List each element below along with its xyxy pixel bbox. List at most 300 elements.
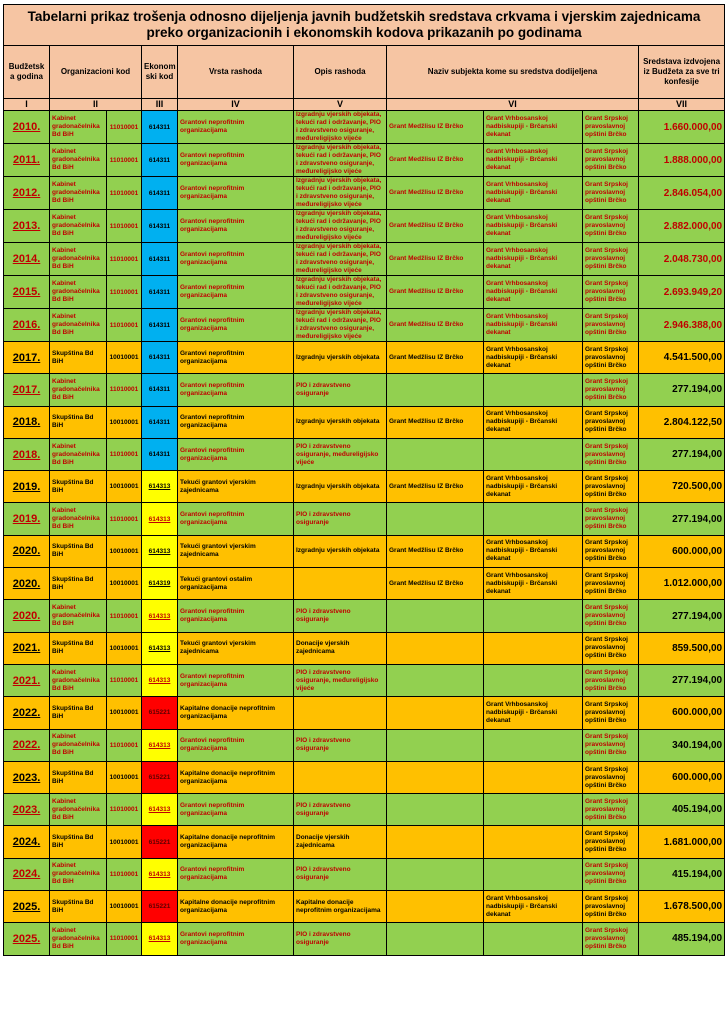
cell-year: 2018. bbox=[4, 438, 50, 470]
table-row bbox=[4, 858, 725, 890]
roman-2: II bbox=[50, 99, 142, 111]
cell-org-name: Kabinet gradonačelnika Bd BiH bbox=[50, 503, 107, 535]
cell-econ-code: 614313 bbox=[142, 471, 178, 503]
cell-year: 2014. bbox=[4, 243, 50, 276]
cell-subject-prav: Grant Srpskoj pravoslavnoj opštini Brčko bbox=[583, 632, 639, 664]
cell-org-name: Kabinet gradonačelnika Bd BiH bbox=[50, 923, 107, 955]
cell-expense-desc bbox=[294, 761, 387, 793]
cell-total: 485.194,00 bbox=[639, 923, 725, 955]
cell-org-name: Kabinet gradonačelnika Bd BiH bbox=[50, 177, 107, 210]
cell-subject-kat: Grant Vrhbosanskoj nadbiskupiji - Brčanski dekanat bbox=[484, 276, 583, 309]
cell-org-name: Skupština Bd BiH bbox=[50, 535, 107, 567]
cell-subject-kat: Grant Vrhbosanskoj nadbiskupiji - Brčanski dekanat bbox=[484, 535, 583, 567]
cell-econ-code: 614311 bbox=[142, 111, 178, 144]
cell-year: 2020. bbox=[4, 600, 50, 632]
cell-total: 2.693.949,20 bbox=[639, 276, 725, 309]
roman-6: VI bbox=[387, 99, 639, 111]
cell-expense-type: Grantovi neprofitnim organizacijama bbox=[178, 600, 294, 632]
table-row bbox=[4, 406, 725, 438]
cell-subject-kat bbox=[484, 664, 583, 696]
cell-total: 1.678.500,00 bbox=[639, 891, 725, 923]
cell-expense-type: Grantovi neprofitnim organizacijama bbox=[178, 438, 294, 470]
cell-org-code: 11010001 bbox=[107, 664, 142, 696]
cell-subject-kat: Grant Vrhbosanskoj nadbiskupiji - Brčanski dekanat bbox=[484, 243, 583, 276]
cell-total: 405.194,00 bbox=[639, 794, 725, 826]
cell-subject-iz: Grant Medžlisu IZ Brčko bbox=[387, 535, 484, 567]
cell-subject-iz: Grant Medžlisu IZ Brčko bbox=[387, 342, 484, 374]
cell-expense-type: Grantovi neprofitnim organizacijama bbox=[178, 729, 294, 761]
table-row bbox=[4, 243, 725, 276]
cell-expense-type: Grantovi neprofitnim organizacijama bbox=[178, 664, 294, 696]
cell-expense-desc: Izgradnju vjerskih objekata bbox=[294, 471, 387, 503]
cell-org-code: 10010001 bbox=[107, 891, 142, 923]
cell-year: 2017. bbox=[4, 342, 50, 374]
cell-expense-type: Grantovi neprofitnim organizacijama bbox=[178, 210, 294, 243]
cell-year: 2023. bbox=[4, 794, 50, 826]
cell-org-code: 10010001 bbox=[107, 471, 142, 503]
header-org-code: Organizacioni kod bbox=[50, 46, 142, 99]
header-year: Budžetsk a godina bbox=[4, 46, 50, 99]
cell-econ-code: 614311 bbox=[142, 342, 178, 374]
cell-total: 1.681.000,00 bbox=[639, 826, 725, 858]
cell-subject-kat: Grant Vrhbosanskoj nadbiskupiji - Brčanski dekanat bbox=[484, 177, 583, 210]
header-subject: Naziv subjekta kome su sredstva dodijeljena bbox=[387, 46, 639, 99]
cell-org-name: Skupština Bd BiH bbox=[50, 471, 107, 503]
cell-org-code: 11010001 bbox=[107, 177, 142, 210]
cell-subject-kat: Grant Vrhbosanskoj nadbiskupiji - Brčanski dekanat bbox=[484, 891, 583, 923]
table-row bbox=[4, 503, 725, 535]
cell-year: 2013. bbox=[4, 210, 50, 243]
cell-expense-type: Grantovi neprofitnim organizacijama bbox=[178, 276, 294, 309]
cell-subject-kat bbox=[484, 858, 583, 890]
cell-year: 2022. bbox=[4, 697, 50, 729]
cell-org-code: 10010001 bbox=[107, 697, 142, 729]
cell-year: 2025. bbox=[4, 891, 50, 923]
cell-subject-prav: Grant Srpskoj pravoslavnoj opštini Brčko bbox=[583, 697, 639, 729]
cell-subject-iz bbox=[387, 891, 484, 923]
cell-total: 1.660.000,00 bbox=[639, 111, 725, 144]
cell-subject-iz: Grant Medžlisu IZ Brčko bbox=[387, 177, 484, 210]
table-row bbox=[4, 535, 725, 567]
cell-subject-iz: Grant Medžlisu IZ Brčko bbox=[387, 243, 484, 276]
header-expense-desc: Opis rashoda bbox=[294, 46, 387, 99]
table-row bbox=[4, 309, 725, 342]
cell-expense-type: Grantovi neprofitnim organizacijama bbox=[178, 858, 294, 890]
cell-org-name: Kabinet gradonačelnika Bd BiH bbox=[50, 438, 107, 470]
cell-subject-prav: Grant Srpskoj pravoslavnoj opštini Brčko bbox=[583, 471, 639, 503]
cell-expense-type: Tekući grantovi ostalim organizacijama bbox=[178, 568, 294, 600]
cell-econ-code: 614311 bbox=[142, 177, 178, 210]
cell-subject-iz: Grant Medžlisu IZ Brčko bbox=[387, 111, 484, 144]
cell-subject-iz: Grant Medžlisu IZ Brčko bbox=[387, 309, 484, 342]
cell-expense-desc: Izgradnju vjerskih objekata, tekući rad i održavanje, PIO i zdravstveno osiguranje, međureligijsko vijeće bbox=[294, 210, 387, 243]
cell-expense-desc: Kapitalne donacije neprofitnim organizacijama bbox=[294, 891, 387, 923]
cell-subject-prav: Grant Srpskoj pravoslavnoj opštini Brčko bbox=[583, 761, 639, 793]
cell-expense-type: Kapitalne donacije neprofitnim organizacijama bbox=[178, 761, 294, 793]
cell-year: 2024. bbox=[4, 858, 50, 890]
cell-year: 2023. bbox=[4, 761, 50, 793]
cell-expense-type: Grantovi neprofitnim organizacijama bbox=[178, 243, 294, 276]
cell-total: 2.048.730,00 bbox=[639, 243, 725, 276]
table-row bbox=[4, 664, 725, 696]
cell-org-name: Skupština Bd BiH bbox=[50, 761, 107, 793]
table-row bbox=[4, 374, 725, 406]
table-row bbox=[4, 697, 725, 729]
cell-subject-iz: Grant Medžlisu IZ Brčko bbox=[387, 406, 484, 438]
cell-econ-code: 614311 bbox=[142, 309, 178, 342]
cell-org-code: 11010001 bbox=[107, 438, 142, 470]
cell-org-code: 11010001 bbox=[107, 276, 142, 309]
cell-econ-code: 614313 bbox=[142, 535, 178, 567]
cell-expense-desc: PIO i zdravstveno osiguranje bbox=[294, 729, 387, 761]
table-row bbox=[4, 826, 725, 858]
cell-expense-desc: PIO i zdravstveno osiguranje, međureligijsko vijeće bbox=[294, 664, 387, 696]
cell-subject-kat bbox=[484, 826, 583, 858]
cell-subject-prav: Grant Srpskoj pravoslavnoj opštini Brčko bbox=[583, 503, 639, 535]
cell-year: 2019. bbox=[4, 503, 50, 535]
cell-subject-kat bbox=[484, 438, 583, 470]
cell-econ-code: 614311 bbox=[142, 374, 178, 406]
cell-total: 340.194,00 bbox=[639, 729, 725, 761]
cell-expense-desc: Izgradnju vjerskih objekata bbox=[294, 342, 387, 374]
table-body bbox=[4, 111, 725, 956]
cell-org-code: 11010001 bbox=[107, 309, 142, 342]
cell-subject-prav: Grant Srpskoj pravoslavnoj opštini Brčko bbox=[583, 535, 639, 567]
cell-econ-code: 614313 bbox=[142, 729, 178, 761]
cell-econ-code: 614313 bbox=[142, 664, 178, 696]
cell-subject-iz bbox=[387, 632, 484, 664]
cell-econ-code: 614319 bbox=[142, 568, 178, 600]
cell-org-name: Kabinet gradonačelnika Bd BiH bbox=[50, 243, 107, 276]
cell-org-name: Kabinet gradonačelnika Bd BiH bbox=[50, 144, 107, 177]
cell-subject-kat: Grant Vrhbosanskoj nadbiskupiji - Brčanski dekanat bbox=[484, 697, 583, 729]
budget-table bbox=[3, 4, 725, 956]
cell-subject-kat: Grant Vrhbosanskoj nadbiskupiji - Brčanski dekanat bbox=[484, 568, 583, 600]
cell-subject-prav: Grant Srpskoj pravoslavnoj opštini Brčko bbox=[583, 374, 639, 406]
cell-expense-type: Grantovi neprofitnim organizacijama bbox=[178, 309, 294, 342]
cell-total: 720.500,00 bbox=[639, 471, 725, 503]
cell-total: 2.846.054,00 bbox=[639, 177, 725, 210]
cell-subject-iz bbox=[387, 374, 484, 406]
cell-expense-type: Grantovi neprofitnim organizacijama bbox=[178, 342, 294, 374]
cell-subject-iz bbox=[387, 600, 484, 632]
cell-subject-prav: Grant Srpskoj pravoslavnoj opštini Brčko bbox=[583, 276, 639, 309]
cell-econ-code: 614313 bbox=[142, 632, 178, 664]
header-expense-type: Vrsta rashoda bbox=[178, 46, 294, 99]
cell-expense-desc: Izgradnju vjerskih objekata, tekući rad i održavanje, PIO i zdravstveno osiguranje, međureligijsko vijeće bbox=[294, 111, 387, 144]
cell-expense-desc: PIO i zdravstveno osiguranje bbox=[294, 374, 387, 406]
cell-expense-type: Tekući grantovi vjerskim zajednicama bbox=[178, 632, 294, 664]
cell-subject-iz bbox=[387, 438, 484, 470]
cell-total: 2.946.388,00 bbox=[639, 309, 725, 342]
cell-subject-prav: Grant Srpskoj pravoslavnoj opštini Brčko bbox=[583, 858, 639, 890]
cell-org-code: 11010001 bbox=[107, 923, 142, 955]
cell-expense-desc: PIO i zdravstveno osiguranje bbox=[294, 858, 387, 890]
cell-org-name: Kabinet gradonačelnika Bd BiH bbox=[50, 858, 107, 890]
cell-total: 277.194,00 bbox=[639, 664, 725, 696]
cell-org-name: Skupština Bd BiH bbox=[50, 826, 107, 858]
cell-org-name: Skupština Bd BiH bbox=[50, 891, 107, 923]
roman-1: I bbox=[4, 99, 50, 111]
cell-year: 2021. bbox=[4, 664, 50, 696]
cell-expense-type: Kapitalne donacije neprofitnim organizacijama bbox=[178, 697, 294, 729]
cell-econ-code: 614313 bbox=[142, 858, 178, 890]
cell-org-name: Skupština Bd BiH bbox=[50, 406, 107, 438]
table-row bbox=[4, 794, 725, 826]
cell-total: 4.541.500,00 bbox=[639, 342, 725, 374]
cell-subject-kat: Grant Vrhbosanskoj nadbiskupiji - Brčanski dekanat bbox=[484, 342, 583, 374]
cell-org-name: Kabinet gradonačelnika Bd BiH bbox=[50, 210, 107, 243]
table-row bbox=[4, 729, 725, 761]
cell-subject-iz bbox=[387, 503, 484, 535]
cell-expense-type: Grantovi neprofitnim organizacijama bbox=[178, 144, 294, 177]
cell-year: 2020. bbox=[4, 535, 50, 567]
cell-org-name: Kabinet gradonačelnika Bd BiH bbox=[50, 309, 107, 342]
table-row bbox=[4, 568, 725, 600]
cell-subject-prav: Grant Srpskoj pravoslavnoj opštini Brčko bbox=[583, 794, 639, 826]
cell-total: 415.194,00 bbox=[639, 858, 725, 890]
cell-subject-kat: Grant Vrhbosanskoj nadbiskupiji - Brčanski dekanat bbox=[484, 144, 583, 177]
cell-subject-iz bbox=[387, 697, 484, 729]
cell-year: 2025. bbox=[4, 923, 50, 955]
cell-subject-prav: Grant Srpskoj pravoslavnoj opštini Brčko bbox=[583, 826, 639, 858]
cell-expense-desc: PIO i zdravstveno osiguranje bbox=[294, 600, 387, 632]
cell-econ-code: 614311 bbox=[142, 210, 178, 243]
cell-org-code: 11010001 bbox=[107, 729, 142, 761]
cell-total: 600.000,00 bbox=[639, 761, 725, 793]
cell-subject-iz bbox=[387, 664, 484, 696]
cell-total: 1.012.000,00 bbox=[639, 568, 725, 600]
cell-econ-code: 614311 bbox=[142, 243, 178, 276]
cell-econ-code: 614311 bbox=[142, 438, 178, 470]
cell-subject-kat: Grant Vrhbosanskoj nadbiskupiji - Brčanski dekanat bbox=[484, 406, 583, 438]
cell-econ-code: 614311 bbox=[142, 276, 178, 309]
cell-econ-code: 614313 bbox=[142, 600, 178, 632]
cell-expense-desc bbox=[294, 568, 387, 600]
cell-subject-iz bbox=[387, 729, 484, 761]
cell-subject-prav: Grant Srpskoj pravoslavnoj opštini Brčko bbox=[583, 406, 639, 438]
cell-year: 2024. bbox=[4, 826, 50, 858]
cell-expense-desc: Izgradnju vjerskih objekata, tekući rad i održavanje, PIO i zdravstveno osiguranje, međureligijsko vijeće bbox=[294, 276, 387, 309]
table-row bbox=[4, 891, 725, 923]
cell-subject-iz bbox=[387, 761, 484, 793]
cell-total: 277.194,00 bbox=[639, 503, 725, 535]
cell-expense-type: Grantovi neprofitnim organizacijama bbox=[178, 923, 294, 955]
cell-subject-iz: Grant Medžlisu IZ Brčko bbox=[387, 568, 484, 600]
cell-subject-kat bbox=[484, 600, 583, 632]
cell-expense-type: Tekući grantovi vjerskim zajednicama bbox=[178, 471, 294, 503]
cell-subject-iz bbox=[387, 826, 484, 858]
cell-econ-code: 615221 bbox=[142, 891, 178, 923]
cell-org-name: Skupština Bd BiH bbox=[50, 632, 107, 664]
budget-table-sheet bbox=[3, 4, 724, 1020]
cell-org-code: 11010001 bbox=[107, 144, 142, 177]
table-row bbox=[4, 111, 725, 144]
cell-subject-iz: Grant Medžlisu IZ Brčko bbox=[387, 144, 484, 177]
table-row bbox=[4, 438, 725, 470]
cell-org-code: 11010001 bbox=[107, 111, 142, 144]
roman-5: V bbox=[294, 99, 387, 111]
cell-org-name: Kabinet gradonačelnika Bd BiH bbox=[50, 600, 107, 632]
cell-year: 2018. bbox=[4, 406, 50, 438]
cell-org-name: Kabinet gradonačelnika Bd BiH bbox=[50, 276, 107, 309]
cell-subject-kat: Grant Vrhbosanskoj nadbiskupiji - Brčanski dekanat bbox=[484, 471, 583, 503]
table-title: Tabelarni prikaz trošenja odnosno dijeljenja javnih budžetskih sredstava crkvama i vjerskim zajednicama preko organizacionih i ekonomskih kodova prikazanih po godinama bbox=[4, 5, 725, 46]
cell-total: 859.500,00 bbox=[639, 632, 725, 664]
cell-subject-kat bbox=[484, 632, 583, 664]
cell-expense-type: Grantovi neprofitnim organizacijama bbox=[178, 503, 294, 535]
cell-subject-prav: Grant Srpskoj pravoslavnoj opštini Brčko bbox=[583, 342, 639, 374]
cell-org-code: 11010001 bbox=[107, 858, 142, 890]
header-econ-code: Ekonom ski kod bbox=[142, 46, 178, 99]
table-row bbox=[4, 210, 725, 243]
cell-subject-prav: Grant Srpskoj pravoslavnoj opštini Brčko bbox=[583, 891, 639, 923]
cell-econ-code: 615221 bbox=[142, 826, 178, 858]
cell-econ-code: 614313 bbox=[142, 923, 178, 955]
cell-subject-kat bbox=[484, 761, 583, 793]
cell-org-code: 10010001 bbox=[107, 406, 142, 438]
cell-subject-iz bbox=[387, 923, 484, 955]
cell-org-code: 11010001 bbox=[107, 210, 142, 243]
cell-subject-prav: Grant Srpskoj pravoslavnoj opštini Brčko bbox=[583, 568, 639, 600]
cell-org-name: Skupština Bd BiH bbox=[50, 568, 107, 600]
cell-org-name: Skupština Bd BiH bbox=[50, 697, 107, 729]
cell-year: 2015. bbox=[4, 276, 50, 309]
cell-econ-code: 615221 bbox=[142, 761, 178, 793]
cell-year: 2022. bbox=[4, 729, 50, 761]
table-row bbox=[4, 632, 725, 664]
cell-org-code: 11010001 bbox=[107, 600, 142, 632]
cell-expense-type: Grantovi neprofitnim organizacijama bbox=[178, 794, 294, 826]
cell-subject-prav: Grant Srpskoj pravoslavnoj opštini Brčko bbox=[583, 600, 639, 632]
cell-subject-kat bbox=[484, 503, 583, 535]
roman-7: VII bbox=[639, 99, 725, 111]
cell-year: 2011. bbox=[4, 144, 50, 177]
cell-expense-type: Grantovi neprofitnim organizacijama bbox=[178, 177, 294, 210]
cell-expense-type: Tekući grantovi vjerskim zajednicama bbox=[178, 535, 294, 567]
cell-org-name: Skupština Bd BiH bbox=[50, 342, 107, 374]
cell-org-code: 11010001 bbox=[107, 243, 142, 276]
cell-org-code: 10010001 bbox=[107, 535, 142, 567]
cell-subject-prav: Grant Srpskoj pravoslavnoj opštini Brčko bbox=[583, 664, 639, 696]
cell-expense-type: Grantovi neprofitnim organizacijama bbox=[178, 374, 294, 406]
cell-expense-desc: Izgradnju vjerskih objekata, tekući rad i održavanje, PIO i zdravstveno osiguranje, međureligijsko vijeće bbox=[294, 309, 387, 342]
table-row bbox=[4, 276, 725, 309]
cell-econ-code: 614313 bbox=[142, 503, 178, 535]
cell-expense-desc: Izgradnju vjerskih objekata bbox=[294, 406, 387, 438]
cell-subject-prav: Grant Srpskoj pravoslavnoj opštini Brčko bbox=[583, 923, 639, 955]
cell-subject-kat: Grant Vrhbosanskoj nadbiskupiji - Brčanski dekanat bbox=[484, 309, 583, 342]
cell-subject-prav: Grant Srpskoj pravoslavnoj opštini Brčko bbox=[583, 177, 639, 210]
cell-year: 2020. bbox=[4, 568, 50, 600]
cell-subject-kat bbox=[484, 923, 583, 955]
cell-econ-code: 614311 bbox=[142, 406, 178, 438]
table-row bbox=[4, 144, 725, 177]
cell-subject-kat: Grant Vrhbosanskoj nadbiskupiji - Brčanski dekanat bbox=[484, 210, 583, 243]
cell-expense-desc: Izgradnju vjerskih objekata bbox=[294, 535, 387, 567]
cell-org-code: 11010001 bbox=[107, 374, 142, 406]
cell-total: 277.194,00 bbox=[639, 374, 725, 406]
cell-total: 1.888.000,00 bbox=[639, 144, 725, 177]
table-row bbox=[4, 471, 725, 503]
cell-org-name: Kabinet gradonačelnika Bd BiH bbox=[50, 729, 107, 761]
cell-expense-type: Grantovi neprofitnim organizacijama bbox=[178, 111, 294, 144]
table-row bbox=[4, 600, 725, 632]
cell-expense-desc: Izgradnju vjerskih objekata, tekući rad i održavanje, PIO i zdravstveno osiguranje, međureligijsko vijeće bbox=[294, 177, 387, 210]
cell-total: 2.804.122,50 bbox=[639, 406, 725, 438]
cell-org-name: Kabinet gradonačelnika Bd BiH bbox=[50, 664, 107, 696]
cell-expense-desc: PIO i zdravstveno osiguranje bbox=[294, 923, 387, 955]
cell-year: 2016. bbox=[4, 309, 50, 342]
cell-org-name: Kabinet gradonačelnika Bd BiH bbox=[50, 374, 107, 406]
cell-econ-code: 614311 bbox=[142, 144, 178, 177]
cell-expense-desc: Donacije vjerskih zajednicama bbox=[294, 632, 387, 664]
cell-subject-iz: Grant Medžlisu IZ Brčko bbox=[387, 471, 484, 503]
table-row bbox=[4, 342, 725, 374]
cell-subject-kat: Grant Vrhbosanskoj nadbiskupiji - Brčanski dekanat bbox=[484, 111, 583, 144]
table-row bbox=[4, 761, 725, 793]
cell-expense-type: Grantovi neprofitnim organizacijama bbox=[178, 406, 294, 438]
cell-expense-desc: PIO i zdravstveno osiguranje bbox=[294, 503, 387, 535]
cell-expense-desc: Izgradnju vjerskih objekata, tekući rad i održavanje, PIO i zdravstveno osiguranje, međureligijsko vijeće bbox=[294, 243, 387, 276]
cell-expense-type: Kapitalne donacije neprofitnim organizacijama bbox=[178, 891, 294, 923]
cell-year: 2017. bbox=[4, 374, 50, 406]
cell-subject-iz bbox=[387, 794, 484, 826]
cell-total: 2.882.000,00 bbox=[639, 210, 725, 243]
cell-subject-iz bbox=[387, 858, 484, 890]
cell-total: 277.194,00 bbox=[639, 600, 725, 632]
cell-econ-code: 615221 bbox=[142, 697, 178, 729]
cell-subject-prav: Grant Srpskoj pravoslavnoj opštini Brčko bbox=[583, 309, 639, 342]
cell-total: 600.000,00 bbox=[639, 535, 725, 567]
cell-subject-prav: Grant Srpskoj pravoslavnoj opštini Brčko bbox=[583, 729, 639, 761]
cell-org-code: 10010001 bbox=[107, 761, 142, 793]
cell-year: 2012. bbox=[4, 177, 50, 210]
roman-3: III bbox=[142, 99, 178, 111]
cell-org-code: 10010001 bbox=[107, 826, 142, 858]
cell-org-code: 11010001 bbox=[107, 503, 142, 535]
cell-expense-desc: Donacije vjerskih zajednicama bbox=[294, 826, 387, 858]
cell-subject-prav: Grant Srpskoj pravoslavnoj opštini Brčko bbox=[583, 144, 639, 177]
table-row bbox=[4, 177, 725, 210]
cell-org-code: 10010001 bbox=[107, 342, 142, 374]
cell-org-code: 11010001 bbox=[107, 794, 142, 826]
table-row bbox=[4, 923, 725, 955]
cell-subject-kat bbox=[484, 729, 583, 761]
cell-year: 2021. bbox=[4, 632, 50, 664]
cell-subject-prav: Grant Srpskoj pravoslavnoj opštini Brčko bbox=[583, 438, 639, 470]
cell-year: 2010. bbox=[4, 111, 50, 144]
cell-total: 600.000,00 bbox=[639, 697, 725, 729]
cell-org-name: Kabinet gradonačelnika Bd BiH bbox=[50, 794, 107, 826]
cell-subject-iz: Grant Medžlisu IZ Brčko bbox=[387, 276, 484, 309]
cell-expense-desc: PIO i zdravstveno osiguranje, međureligijsko vijeće bbox=[294, 438, 387, 470]
cell-year: 2019. bbox=[4, 471, 50, 503]
cell-org-code: 10010001 bbox=[107, 568, 142, 600]
cell-expense-type: Kapitalne donacije neprofitnim organizacijama bbox=[178, 826, 294, 858]
cell-expense-desc: Izgradnju vjerskih objekata, tekući rad i održavanje, PIO i zdravstveno osiguranje, međureligijsko vijeće bbox=[294, 144, 387, 177]
cell-subject-kat bbox=[484, 374, 583, 406]
cell-subject-kat bbox=[484, 794, 583, 826]
cell-org-code: 10010001 bbox=[107, 632, 142, 664]
cell-total: 277.194,00 bbox=[639, 438, 725, 470]
roman-4: IV bbox=[178, 99, 294, 111]
cell-subject-prav: Grant Srpskoj pravoslavnoj opštini Brčko bbox=[583, 243, 639, 276]
cell-org-name: Kabinet gradonačelnika Bd BiH bbox=[50, 111, 107, 144]
header-total: Sredstava izdvojena iz Budžeta za sve tri konfesije bbox=[639, 46, 725, 99]
cell-subject-iz: Grant Medžlisu IZ Brčko bbox=[387, 210, 484, 243]
cell-expense-desc bbox=[294, 697, 387, 729]
